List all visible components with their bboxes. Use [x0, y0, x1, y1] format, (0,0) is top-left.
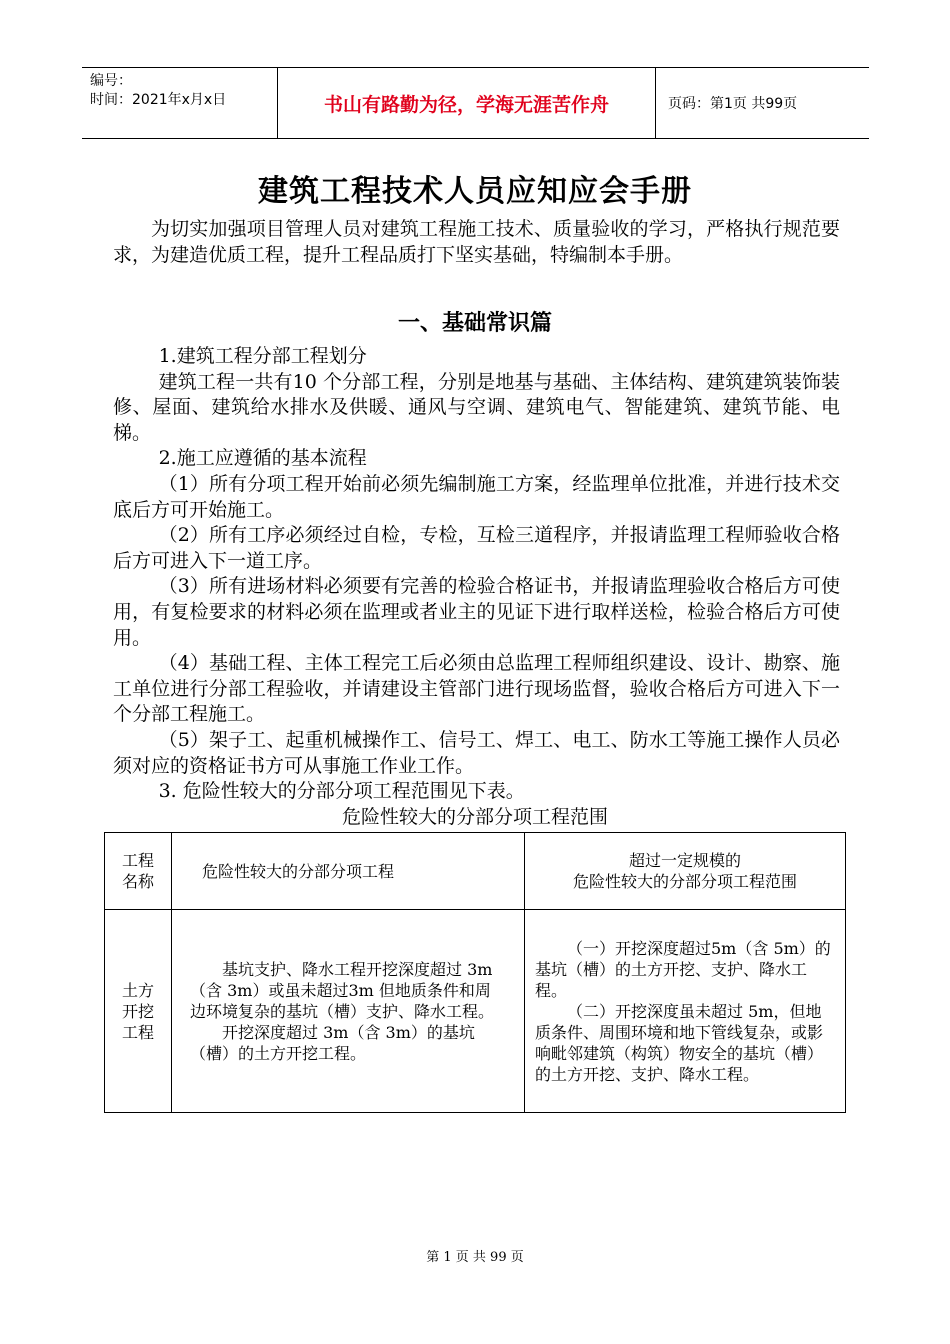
section-body [113, 344, 840, 805]
date-label: 时间：2021年x月x日 [90, 92, 227, 108]
item1-text: 建筑工程一共有10 个分部工程，分别是地基与基础、主体结构、建筑建筑装饰装修、屋面、建筑给水排水及供暖、通风与空调、建筑电气、智能建筑、建筑节能、电梯。 [113, 370, 840, 444]
risk-table [104, 832, 846, 1113]
item2-point: （4）基础工程、主体工程完工后必须由总监理工程师组织建设、设计、勘察、施工单位进行分部工程验收，并请建设主管部门进行现场监督，验收合格后方可进入下一个分部工程施工。 [113, 652, 840, 726]
header-meta [82, 68, 278, 138]
header-name-text: 工程名称 [121, 851, 154, 891]
header-motto: 书山有路勤为径，学海无涯苦作舟 [278, 68, 656, 138]
row-name-cell [105, 910, 172, 1113]
page-header [82, 67, 869, 139]
section-title: 一、基础常识篇 [397, 311, 552, 336]
cell-paragraph: （一）开挖深度超过5m（含 5m）的基坑（槽）的土方开挖、支护、降水工程。 [535, 938, 831, 1000]
header-large-scale-line1: 超过一定规模的 [628, 851, 741, 870]
table-row [105, 910, 846, 1113]
row-name-text: 土方开挖工程 [121, 980, 154, 1042]
table-header-row [105, 833, 846, 910]
intro-paragraph: 为切实加强项目管理人员对建筑工程施工技术、质量验收的学习，严格执行规范要求，为建造优质工程，提升工程品质打下坚实基础，特编制本手册。 [113, 218, 840, 266]
cell-paragraph: 开挖深度超过 3m（含 3m）的基坑（槽）的土方开挖工程。 [190, 1022, 475, 1063]
number-label: 编号： [90, 73, 132, 89]
page-footer: 第 1 页 共 99 页 [426, 1250, 524, 1265]
header-dangerous-text: 危险性较大的分部分项工程 [202, 861, 395, 881]
item1-title: 1.建筑工程分部工程划分 [158, 345, 367, 367]
intro-block [113, 217, 840, 268]
item2-point: （5）架子工、起重机械操作工、信号工、焊工、电工、防水工等施工操作人员必须对应的资格证书方可从事施工作业工作。 [113, 728, 840, 777]
header-page-info: 页码：第1页 共99页 [668, 96, 798, 112]
item2-point: （2）所有工序必须经过自检，专检，互检三道程序，并报请监理工程师验收合格后方可进入下一道工序。 [113, 524, 840, 572]
header-large-scale-line2: 危险性较大的分部分项工程范围 [572, 872, 797, 891]
item2-point: （3）所有进场材料必须要有完善的检验合格证书，并报请监理验收合格后方可使用，有复检要求的材料必须在监理或者业主的见证下进行取样送检，检验合格后方可使用。 [113, 575, 840, 649]
cell-paragraph: 基坑支护、降水工程开挖深度超过 3m（含 3m）或虽未超过3m 但地质条件和周边环境复杂的基坑（槽）支护、降水工程。 [190, 959, 495, 1021]
document-title: 建筑工程技术人员应知应会手册 [258, 174, 692, 209]
item3-title: 3. 危险性较大的分部分项工程范围见下表。 [158, 780, 525, 803]
table-caption: 危险性较大的分部分项工程范围 [341, 806, 608, 828]
header-cell-dangerous [172, 833, 525, 910]
row-large-scale-cell [525, 910, 846, 1113]
cell-paragraph: （二）开挖深度虽未超过 5m，但地质条件、周围环境和地下管线复杂，或影响毗邻建筑（构筑）物安全的基坑（槽）的土方开挖、支护、降水工程。 [535, 1001, 824, 1084]
header-cell-large-scale [525, 833, 846, 910]
item2-point: （1）所有分项工程开始前必须先编制施工方案，经监理单位批准，并进行技术交底后方可开始施工。 [113, 472, 840, 521]
row-dangerous-cell [172, 910, 525, 1113]
item2-title: 2.施工应遵循的基本流程 [158, 447, 367, 470]
header-cell-name [105, 833, 172, 910]
